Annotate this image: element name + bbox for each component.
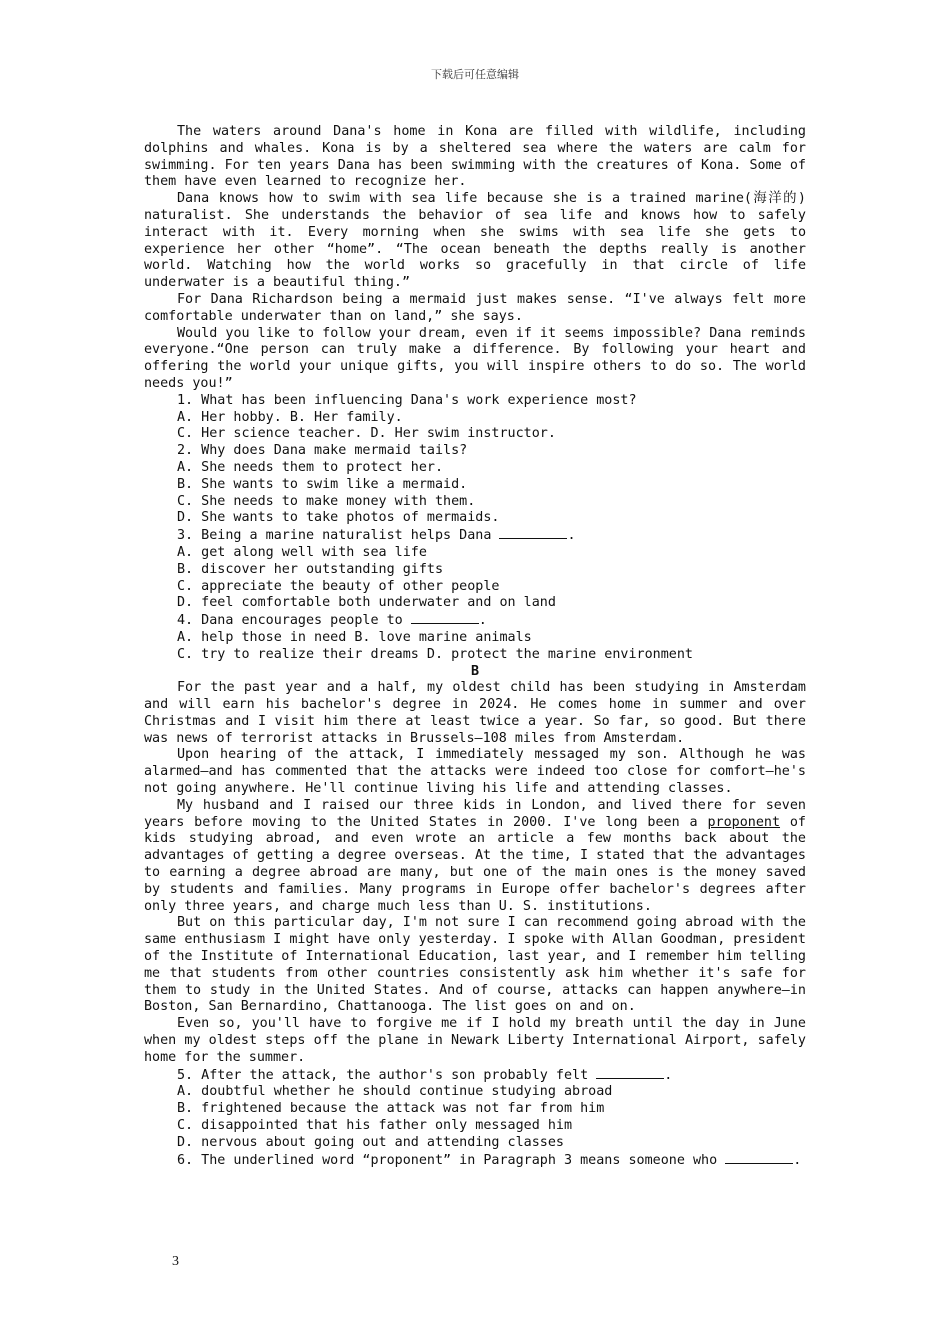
passage-a-paragraph-3: For Dana Richardson being a mermaid just makes sense. “I've always felt more comfortable underwater than on land,” she says. [144, 291, 806, 324]
answer-blank [411, 612, 479, 624]
question-6-stem: 6. The underlined word “proponent” in Paragraph 3 means someone who [177, 1152, 718, 1168]
question-2-option-a: A. She needs them to protect her. [177, 459, 444, 475]
question-4: 4. Dana encourages people to . [177, 613, 487, 629]
paragraph-3-text-before: My husband and I raised our three kids in London, and lived there for seven years before moving to the United States in 2000. I've long been a [144, 797, 806, 830]
passage-b-paragraph-5: Even so, you'll have to forgive me if I hold my breath until the day in June when my oldest steps off the plane in Newark Liberty International Airport, safely home for the summer. [144, 1016, 806, 1065]
passage-a-paragraph-4: Would you like to follow your dream, even if it seems impossible? Dana reminds everyone.“One person can truly make a difference. By following your heart and offering the world your unique gifts, you will inspire others to do so. The world needs you!” [144, 325, 806, 391]
question-6: 6. The underlined word “proponent” in Paragraph 3 means someone who . [177, 1152, 802, 1168]
question-2-option-d: D. She wants to take photos of mermaids. [177, 510, 500, 526]
question-1-options-ab: A. Her hobby. B. Her family. [177, 409, 403, 425]
question-3-stem: 3. Being a marine naturalist helps Dana [177, 528, 492, 544]
passage-b-paragraph-1: For the past year and a half, my oldest child has been studying in Amsterdam and will earn his bachelor's degree in 2024. He comes home in summer and over Christmas and I visit him there at least twice a year. So far, so good. But there was news of terrorist attacks in Brussels—108 miles from Amsterdam. [144, 680, 806, 746]
question-5-option-d: D. nervous about going out and attending classes [177, 1134, 564, 1150]
answer-blank [596, 1067, 664, 1079]
question-5-option-a: A. doubtful whether he should continue studying abroad [177, 1084, 613, 1100]
passage-b-paragraph-4: But on this particular day, I'm not sure I can recommend going abroad with the same enthusiasm I might have only yesterday. I spoke with Allan Goodman, president of the Institute of International Education, last year, and I remember him telling me that students from other countries consistently ask him whether it's safe for them to study in the United States. And of course, attacks can happen anywhere—in Boston, San Bernardino, Chattanooga. The list goes on and on. [144, 915, 806, 1015]
passage-a-paragraph-2: Dana knows how to swim with sea life because she is a trained marine(海洋的) naturalist. She understands the behavior of sea life and knows how to safely interact with it. Every morning when she swims with sea life she gets to experience her other “home”. “The ocean beneath the depths really is another world. Watching how the world works so gracefully in that circle of life underwater is a beautiful thing.” [144, 191, 806, 291]
question-2: 2. Why does Dana make mermaid tails? [177, 443, 468, 459]
question-3: 3. Being a marine naturalist helps Dana . [177, 528, 576, 544]
page-header: 下载后可任意编辑 [431, 68, 519, 81]
question-4-options-cd: C. try to realize their dreams D. protect the marine environment [177, 646, 693, 662]
section-b-heading: B [470, 663, 480, 679]
paragraph-3-text-after: of kids studying abroad, and even wrote an article a few months back about the advantages of getting a degree overseas. At the time, I stated that the advantages to earning a degree abroad are many, but one of the main ones is the money saved by students and families. Many programs in Europe offer bachelor's degrees after only three years, and charge much less than U. S. institutions. [144, 814, 806, 914]
question-3-option-d: D. feel comfortable both underwater and on land [177, 595, 556, 611]
document-body [144, 124, 806, 1169]
passage-b-paragraph-3 [144, 798, 806, 916]
question-5-stem: 5. After the attack, the author's son probably felt [177, 1067, 589, 1083]
answer-blank [499, 527, 567, 539]
answer-blank [725, 1152, 793, 1164]
question-1-options-cd: C. Her science teacher. D. Her swim instructor. [177, 426, 556, 442]
page-number: 3 [172, 1254, 179, 1269]
question-4-options-ab: A. help those in need B. love marine animals [177, 629, 532, 645]
question-1: 1. What has been influencing Dana's work experience most? [177, 392, 637, 408]
underlined-word-proponent: proponent [707, 814, 781, 830]
question-3-option-a: A. get along well with sea life [177, 544, 427, 560]
question-3-option-c: C. appreciate the beauty of other people [177, 578, 500, 594]
question-5-option-c: C. disappointed that his father only messaged him [177, 1118, 573, 1134]
question-2-option-c: C. She needs to make money with them. [177, 493, 476, 509]
question-4-stem: 4. Dana encourages people to [177, 613, 403, 629]
question-2-option-b: B. She wants to swim like a mermaid. [177, 476, 468, 492]
passage-b-paragraph-2: Upon hearing of the attack, I immediately messaged my son. Although he was alarmed—and has commented that the attacks were indeed too close for comfort—he's not going anywhere. He'll continue living his life and attending classes. [144, 747, 806, 797]
question-3-option-b: B. discover her outstanding gifts [177, 561, 444, 577]
question-5-option-b: B. frightened because the attack was not far from him [177, 1101, 605, 1117]
question-5: 5. After the attack, the author's son probably felt . [177, 1067, 673, 1083]
passage-a-paragraph-1: The waters around Dana's home in Kona are filled with wildlife, including dolphins and whales. Kona is by a sheltered sea where the waters are calm for swimming. For ten years Dana has been swimming with the creatures of Kona. Some of them have even learned to recognize her. [144, 124, 806, 190]
